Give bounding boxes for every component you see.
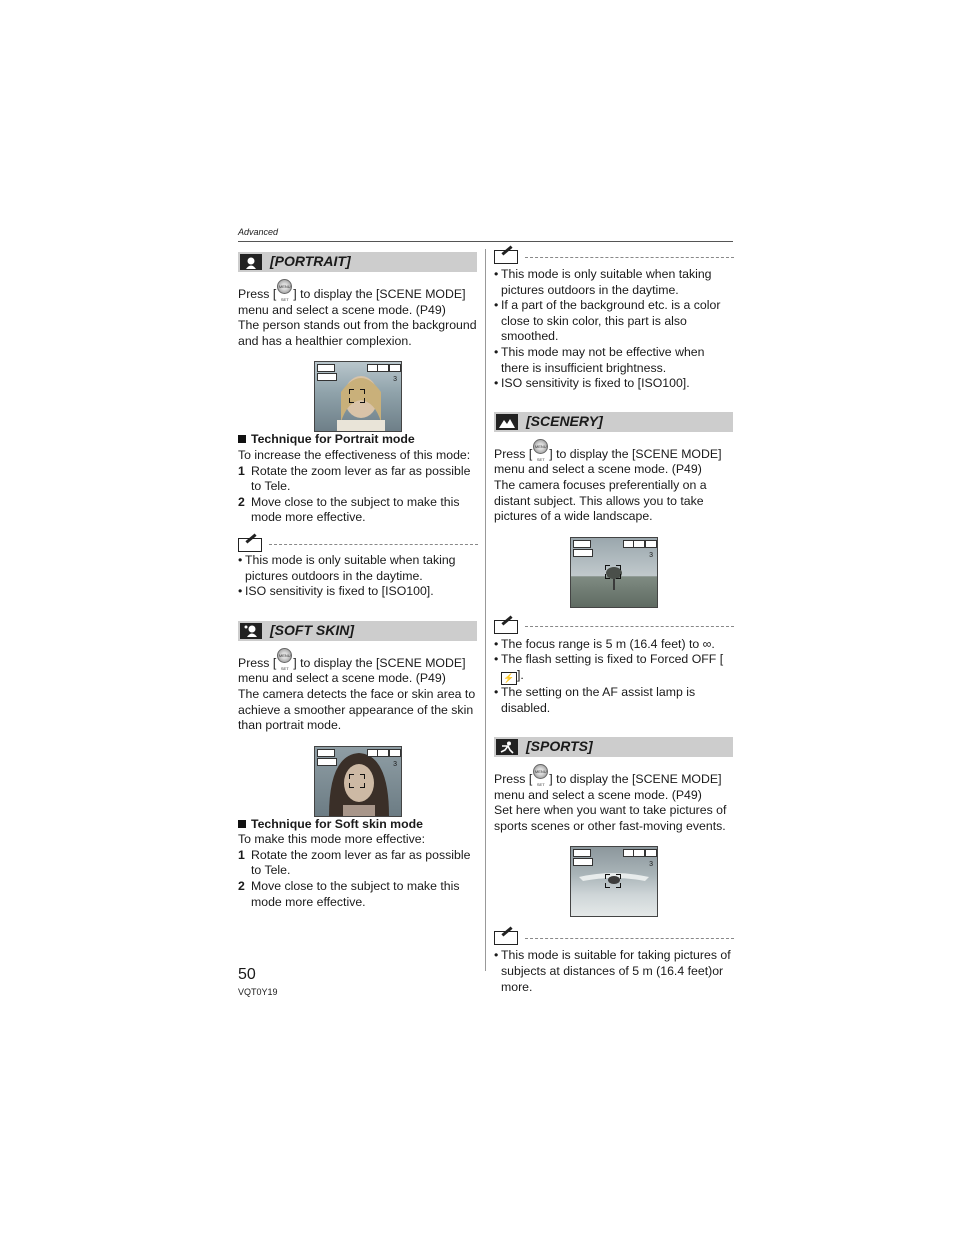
right-column bbox=[494, 249, 734, 995]
scenery-notes-header bbox=[494, 619, 734, 635]
af-frame bbox=[605, 874, 621, 888]
section-label: Advanced bbox=[238, 227, 279, 237]
document-code: VQT0Y19 bbox=[238, 987, 278, 997]
scenery-instructions: Press [MENU SET ] to display the [SCENE MODE] menu and select a scene mode. (P49) bbox=[494, 439, 734, 478]
page-number: 50 bbox=[238, 966, 256, 983]
portrait-instructions: Press [MENU SET ] to display the [SCENE MODE] menu and select a scene mode. (P49) bbox=[238, 279, 478, 318]
soft-skin-title: [SOFT SKIN] bbox=[270, 621, 354, 638]
soft-skin-step: 2 Move close to the subject to make this mode more effective. bbox=[238, 879, 460, 909]
top-rule bbox=[238, 241, 733, 242]
sports-instructions: Press [MENU SET ] to display the [SCENE MODE] menu and select a scene mode. (P49) bbox=[494, 764, 734, 803]
portrait-header bbox=[238, 252, 477, 272]
note-pencil-icon bbox=[494, 620, 518, 634]
scenery-note: • The setting on the AF assist lamp is disabled. bbox=[494, 684, 696, 715]
note-pencil-icon bbox=[238, 538, 262, 552]
soft-skin-description: The camera detects the face or skin area to achieve a smoother appearance of the skin than portrait mode. bbox=[238, 686, 476, 733]
scenery-title: [SCENERY] bbox=[526, 412, 603, 429]
soft-skin-note: • This mode may not be effective when there is insufficient brightness. bbox=[494, 344, 705, 375]
column-divider bbox=[485, 249, 486, 971]
scenery-header bbox=[494, 412, 733, 432]
menu-set-button-icon: MENU SET bbox=[533, 439, 548, 454]
portrait-step: 1 Rotate the zoom lever as far as possible to Tele. bbox=[238, 463, 471, 494]
menu-set-button-icon: MENU SET bbox=[277, 648, 292, 663]
scenery-note: • The flash setting is fixed to Forced OFF [⚡ ]. bbox=[494, 652, 724, 683]
af-frame bbox=[605, 565, 621, 579]
soft-skin-notes-header bbox=[494, 249, 734, 265]
soft-skin-header bbox=[238, 621, 477, 641]
soft-skin-mode-icon bbox=[240, 623, 262, 639]
scenery-example-photo: 3 bbox=[570, 537, 658, 608]
portrait-note: • This mode is only suitable when taking pictures outdoors in the daytime. bbox=[238, 552, 456, 583]
note-pencil-icon bbox=[494, 250, 518, 264]
note-pencil-icon bbox=[494, 931, 518, 945]
menu-set-button-icon: MENU SET bbox=[533, 764, 548, 779]
soft-skin-technique-intro: To make this mode more effective: bbox=[238, 832, 426, 847]
soft-skin-example-photo: 3 bbox=[314, 746, 402, 817]
portrait-step: 2 Move close to the subject to make this mode more effective. bbox=[238, 494, 460, 525]
portrait-note: • ISO sensitivity is fixed to [ISO100]. bbox=[238, 584, 434, 599]
portrait-notes-header bbox=[238, 537, 478, 553]
soft-skin-note: • This mode is only suitable when taking pictures outdoors in the daytime. bbox=[494, 267, 712, 297]
soft-skin-step: 1 Rotate the zoom lever as far as possible to Tele. bbox=[238, 847, 471, 878]
sports-mode-icon bbox=[496, 739, 518, 755]
soft-skin-technique-title: Technique for Soft skin mode bbox=[238, 817, 478, 833]
portrait-description: The person stands out from the background and has a healthier complexion. bbox=[238, 318, 477, 348]
menu-set-button-icon: MENU SET bbox=[277, 279, 292, 294]
portrait-title: [PORTRAIT] bbox=[270, 253, 351, 270]
soft-skin-instructions: Press [MENU SET ] to display the [SCENE MODE] menu and select a scene mode. (P49) bbox=[238, 648, 478, 687]
flash-off-icon: ⚡ bbox=[501, 672, 517, 685]
sports-header bbox=[494, 737, 733, 757]
sports-title: [SPORTS] bbox=[526, 738, 593, 755]
scenery-description: The camera focuses preferentially on a distant subject. This allows you to take pictures of a wide landscape. bbox=[494, 477, 707, 524]
sports-example-photo: 3 bbox=[570, 846, 658, 917]
af-frame bbox=[349, 389, 365, 403]
soft-skin-note: • ISO sensitivity is fixed to [ISO100]. bbox=[494, 376, 690, 391]
portrait-technique-intro: To increase the effectiveness of this mode: bbox=[238, 447, 471, 462]
sports-description: Set here when you want to take pictures of sports scenes or other fast-moving events. bbox=[494, 803, 727, 833]
af-frame bbox=[349, 774, 365, 788]
soft-skin-note: • If a part of the background etc. is a color close to skin color, this part is also smoothed. bbox=[494, 298, 721, 344]
scenery-note: • The focus range is 5 m (16.4 feet) to ∞. bbox=[494, 636, 715, 651]
portrait-technique-title: Technique for Portrait mode bbox=[238, 432, 478, 448]
sports-note: • This mode is suitable for taking pictures of subjects at distances of 5 m (16.4 feet)or more. bbox=[494, 948, 731, 994]
portrait-example-photo: 3 bbox=[314, 361, 402, 432]
scenery-mode-icon bbox=[496, 414, 518, 430]
sports-notes-header bbox=[494, 930, 734, 946]
left-column bbox=[238, 252, 478, 910]
portrait-mode-icon bbox=[240, 254, 262, 270]
